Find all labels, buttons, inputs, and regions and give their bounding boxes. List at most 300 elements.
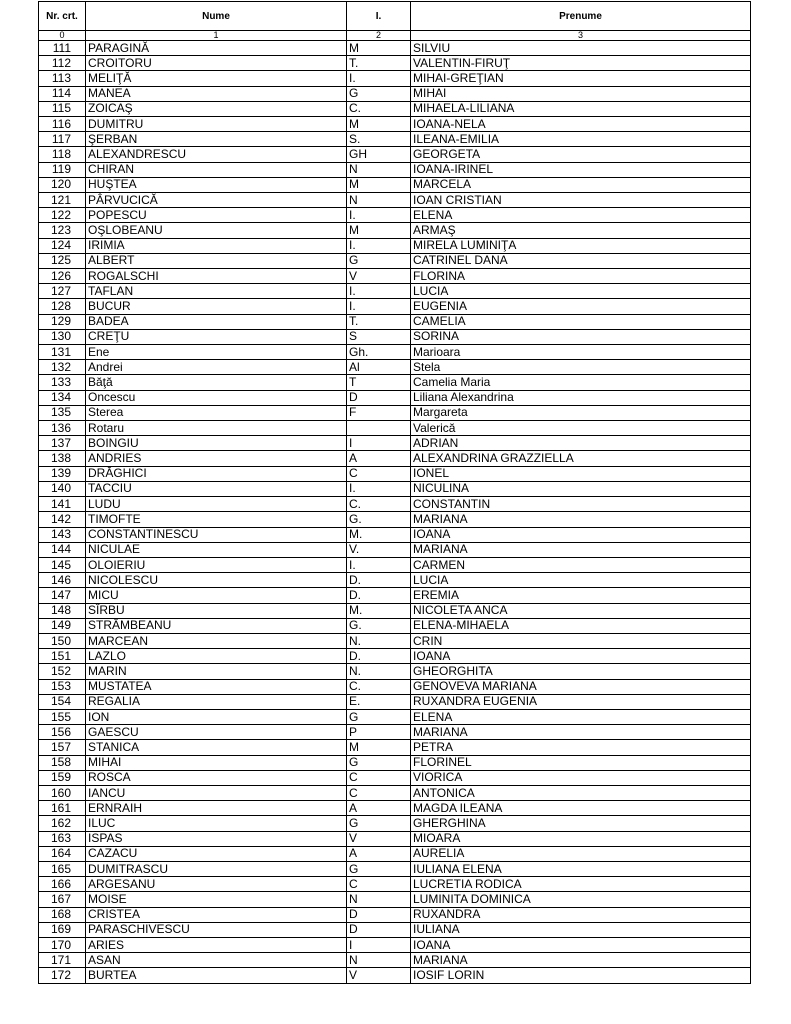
- table-row: [39, 846, 751, 861]
- initiala-cell: G: [347, 253, 411, 268]
- nume-cell: TIMOFTE: [86, 512, 347, 527]
- prenume-cell: ARMAŞ: [411, 223, 751, 238]
- prenume-cell: IOANA: [411, 527, 751, 542]
- nume-cell: PARASCHIVESCU: [86, 922, 347, 937]
- nume-cell: TACCIU: [86, 481, 347, 496]
- initiala-cell: D.: [347, 649, 411, 664]
- prenume-cell: FLORINA: [411, 269, 751, 284]
- nr-cell: 143: [39, 527, 86, 542]
- header-prenume: Prenume: [411, 2, 751, 31]
- nume-cell: MANEA: [86, 86, 347, 101]
- prenume-cell: ALEXANDRINA GRAZZIELLA: [411, 451, 751, 466]
- nr-cell: 115: [39, 101, 86, 116]
- nr-cell: 117: [39, 132, 86, 147]
- initiala-cell: N: [347, 193, 411, 208]
- nume-cell: MICU: [86, 588, 347, 603]
- nr-cell: 149: [39, 618, 86, 633]
- nume-cell: PARAGINĂ: [86, 41, 347, 56]
- header-nr-crt: Nr. crt.: [39, 2, 86, 31]
- nr-cell: 133: [39, 375, 86, 390]
- prenume-cell: ELENA: [411, 709, 751, 724]
- initiala-cell: D.: [347, 588, 411, 603]
- nr-cell: 166: [39, 877, 86, 892]
- nume-cell: ALBERT: [86, 253, 347, 268]
- table-row: [39, 451, 751, 466]
- prenume-cell: LUCRETIA RODICA: [411, 877, 751, 892]
- prenume-cell: EREMIA: [411, 588, 751, 603]
- prenume-cell: IOSIF LORIN: [411, 968, 751, 983]
- initiala-cell: I.: [347, 299, 411, 314]
- nr-cell: 125: [39, 253, 86, 268]
- table-row: [39, 937, 751, 952]
- initiala-cell: I: [347, 937, 411, 952]
- initiala-cell: A: [347, 801, 411, 816]
- nr-cell: 162: [39, 816, 86, 831]
- nume-cell: Rotaru: [86, 421, 347, 436]
- nume-cell: Sterea: [86, 405, 347, 420]
- initiala-cell: M: [347, 117, 411, 132]
- table-row: [39, 436, 751, 451]
- nume-cell: BADEA: [86, 314, 347, 329]
- nr-cell: 161: [39, 801, 86, 816]
- prenume-cell: GEORGETA: [411, 147, 751, 162]
- nume-cell: Băţă: [86, 375, 347, 390]
- nume-cell: MARCEAN: [86, 633, 347, 648]
- table-row: [39, 497, 751, 512]
- roster-table: [38, 1, 751, 984]
- nr-cell: 119: [39, 162, 86, 177]
- nume-cell: CAZACU: [86, 846, 347, 861]
- nume-cell: CRISTEA: [86, 907, 347, 922]
- initiala-cell: N.: [347, 633, 411, 648]
- initiala-cell: M: [347, 740, 411, 755]
- prenume-cell: MARIANA: [411, 953, 751, 968]
- table-row: [39, 709, 751, 724]
- prenume-cell: CONSTANTIN: [411, 497, 751, 512]
- nr-cell: 153: [39, 679, 86, 694]
- initiala-cell: G: [347, 861, 411, 876]
- nume-cell: MELIŢĂ: [86, 71, 347, 86]
- table-row: [39, 466, 751, 481]
- prenume-cell: ANTONICA: [411, 785, 751, 800]
- nume-cell: LAZLO: [86, 649, 347, 664]
- prenume-cell: IOANA-NELA: [411, 117, 751, 132]
- prenume-cell: EUGENIA: [411, 299, 751, 314]
- prenume-cell: MARIANA: [411, 512, 751, 527]
- nr-cell: 141: [39, 497, 86, 512]
- table-row: [39, 314, 751, 329]
- prenume-cell: MIHAI-GREŢIAN: [411, 71, 751, 86]
- nume-cell: ILUC: [86, 816, 347, 831]
- nr-cell: 159: [39, 770, 86, 785]
- table-row: [39, 147, 751, 162]
- prenume-cell: IULIANA ELENA: [411, 861, 751, 876]
- initiala-cell: I.: [347, 71, 411, 86]
- nume-cell: STRÂMBEANU: [86, 618, 347, 633]
- table-row: [39, 269, 751, 284]
- initiala-cell: I.: [347, 557, 411, 572]
- prenume-cell: Margareta: [411, 405, 751, 420]
- initiala-cell: I: [347, 436, 411, 451]
- table-row: [39, 892, 751, 907]
- initiala-cell: S: [347, 329, 411, 344]
- table-row: [39, 375, 751, 390]
- nume-cell: ERNRAIH: [86, 801, 347, 816]
- prenume-cell: VALENTIN-FIRUŢ: [411, 56, 751, 71]
- nr-cell: 160: [39, 785, 86, 800]
- nume-cell: BURTEA: [86, 968, 347, 983]
- header-row: [39, 2, 751, 31]
- prenume-cell: LUMINITA DOMINICA: [411, 892, 751, 907]
- nr-cell: 122: [39, 208, 86, 223]
- nume-cell: CHIRAN: [86, 162, 347, 177]
- initiala-cell: C.: [347, 101, 411, 116]
- initiala-cell: G: [347, 816, 411, 831]
- prenume-cell: IONEL: [411, 466, 751, 481]
- table-row: [39, 649, 751, 664]
- table-row: [39, 162, 751, 177]
- prenume-cell: RUXANDRA EUGENIA: [411, 694, 751, 709]
- nr-cell: 132: [39, 360, 86, 375]
- nr-cell: 170: [39, 937, 86, 952]
- nr-cell: 146: [39, 573, 86, 588]
- initiala-cell: N.: [347, 664, 411, 679]
- nr-cell: 171: [39, 953, 86, 968]
- prenume-cell: IOANA: [411, 937, 751, 952]
- prenume-cell: IOAN CRISTIAN: [411, 193, 751, 208]
- initiala-cell: M.: [347, 527, 411, 542]
- nume-cell: ION: [86, 709, 347, 724]
- prenume-cell: MARIANA: [411, 725, 751, 740]
- initiala-cell: V.: [347, 542, 411, 557]
- initiala-cell: D: [347, 390, 411, 405]
- nr-cell: 130: [39, 329, 86, 344]
- nume-cell: Ene: [86, 345, 347, 360]
- table-row: [39, 284, 751, 299]
- nume-cell: ARGESANU: [86, 877, 347, 892]
- table-row: [39, 633, 751, 648]
- initiala-cell: G.: [347, 618, 411, 633]
- nr-cell: 142: [39, 512, 86, 527]
- initiala-cell: M: [347, 223, 411, 238]
- nume-cell: MUSTATEA: [86, 679, 347, 694]
- initiala-cell: V: [347, 831, 411, 846]
- nr-cell: 167: [39, 892, 86, 907]
- table-row: [39, 618, 751, 633]
- nume-cell: SÎRBU: [86, 603, 347, 618]
- initiala-cell: G.: [347, 512, 411, 527]
- nr-cell: 168: [39, 907, 86, 922]
- nume-cell: NICULAE: [86, 542, 347, 557]
- table-body: [39, 41, 751, 984]
- prenume-cell: MARIANA: [411, 542, 751, 557]
- table-row: [39, 877, 751, 892]
- table-row: [39, 953, 751, 968]
- table-row: [39, 968, 751, 983]
- prenume-cell: LUCIA: [411, 284, 751, 299]
- nr-cell: 116: [39, 117, 86, 132]
- column-index-cell: 1: [86, 31, 347, 41]
- initiala-cell: V: [347, 968, 411, 983]
- table-row: [39, 694, 751, 709]
- nr-cell: 123: [39, 223, 86, 238]
- nr-cell: 128: [39, 299, 86, 314]
- initiala-cell: N: [347, 953, 411, 968]
- prenume-cell: GHEORGHITA: [411, 664, 751, 679]
- initiala-cell: E.: [347, 694, 411, 709]
- nr-cell: 129: [39, 314, 86, 329]
- nr-cell: 126: [39, 269, 86, 284]
- nume-cell: Oncescu: [86, 390, 347, 405]
- initiala-cell: M: [347, 41, 411, 56]
- table-row: [39, 208, 751, 223]
- initiala-cell: M.: [347, 603, 411, 618]
- initiala-cell: C: [347, 466, 411, 481]
- nume-cell: ASAN: [86, 953, 347, 968]
- initiala-cell: G: [347, 86, 411, 101]
- table-row: [39, 345, 751, 360]
- nr-cell: 156: [39, 725, 86, 740]
- table-row: [39, 481, 751, 496]
- table-row: [39, 542, 751, 557]
- initiala-cell: C: [347, 785, 411, 800]
- column-index-row: [39, 31, 751, 41]
- nr-cell: 158: [39, 755, 86, 770]
- initiala-cell: I.: [347, 481, 411, 496]
- initiala-cell: S.: [347, 132, 411, 147]
- nr-cell: 120: [39, 177, 86, 192]
- prenume-cell: NICOLETA ANCA: [411, 603, 751, 618]
- table-row: [39, 755, 751, 770]
- prenume-cell: MAGDA ILEANA: [411, 801, 751, 816]
- prenume-cell: GENOVEVA MARIANA: [411, 679, 751, 694]
- table-row: [39, 238, 751, 253]
- table-row: [39, 801, 751, 816]
- nume-cell: CROITORU: [86, 56, 347, 71]
- prenume-cell: GHERGHINA: [411, 816, 751, 831]
- nr-cell: 157: [39, 740, 86, 755]
- nr-cell: 172: [39, 968, 86, 983]
- initiala-cell: V: [347, 269, 411, 284]
- initiala-cell: D.: [347, 573, 411, 588]
- nr-cell: 135: [39, 405, 86, 420]
- initiala-cell: Al: [347, 360, 411, 375]
- nume-cell: TAFLAN: [86, 284, 347, 299]
- prenume-cell: SORINA: [411, 329, 751, 344]
- table-row: [39, 132, 751, 147]
- initiala-cell: GH: [347, 147, 411, 162]
- nume-cell: MIHAI: [86, 755, 347, 770]
- header-nume: Nume: [86, 2, 347, 31]
- nr-cell: 138: [39, 451, 86, 466]
- initiala-cell: G: [347, 755, 411, 770]
- nr-cell: 134: [39, 390, 86, 405]
- nume-cell: STANICA: [86, 740, 347, 755]
- nume-cell: HUŞTEA: [86, 177, 347, 192]
- prenume-cell: LUCIA: [411, 573, 751, 588]
- prenume-cell: NICULINA: [411, 481, 751, 496]
- nr-cell: 163: [39, 831, 86, 846]
- nume-cell: Andrei: [86, 360, 347, 375]
- column-index-cell: 2: [347, 31, 411, 41]
- nr-cell: 152: [39, 664, 86, 679]
- prenume-cell: ADRIAN: [411, 436, 751, 451]
- nr-cell: 112: [39, 56, 86, 71]
- table-row: [39, 907, 751, 922]
- nr-cell: 144: [39, 542, 86, 557]
- table-row: [39, 56, 751, 71]
- prenume-cell: IULIANA: [411, 922, 751, 937]
- prenume-cell: CARMEN: [411, 557, 751, 572]
- initiala-cell: A: [347, 846, 411, 861]
- prenume-cell: AURELIA: [411, 846, 751, 861]
- prenume-cell: MIOARA: [411, 831, 751, 846]
- nume-cell: OŞLOBEANU: [86, 223, 347, 238]
- table-row: [39, 86, 751, 101]
- initiala-cell: C.: [347, 679, 411, 694]
- prenume-cell: Stela: [411, 360, 751, 375]
- nr-cell: 121: [39, 193, 86, 208]
- initiala-cell: C: [347, 770, 411, 785]
- initiala-cell: C.: [347, 497, 411, 512]
- nr-cell: 148: [39, 603, 86, 618]
- nume-cell: LUDU: [86, 497, 347, 512]
- table-row: [39, 177, 751, 192]
- prenume-cell: ELENA: [411, 208, 751, 223]
- table-row: [39, 785, 751, 800]
- table-row: [39, 223, 751, 238]
- table-row: [39, 253, 751, 268]
- initiala-cell: G: [347, 709, 411, 724]
- initiala-cell: I.: [347, 208, 411, 223]
- table-row: [39, 588, 751, 603]
- nume-cell: ROSCA: [86, 770, 347, 785]
- prenume-cell: PETRA: [411, 740, 751, 755]
- nr-cell: 151: [39, 649, 86, 664]
- nr-cell: 154: [39, 694, 86, 709]
- prenume-cell: MIHAI: [411, 86, 751, 101]
- nr-cell: 145: [39, 557, 86, 572]
- initiala-cell: D: [347, 922, 411, 937]
- prenume-cell: MIRELA LUMINIŢA: [411, 238, 751, 253]
- nume-cell: MOISE: [86, 892, 347, 907]
- nume-cell: BOINGIU: [86, 436, 347, 451]
- initiala-cell: P: [347, 725, 411, 740]
- table-row: [39, 603, 751, 618]
- prenume-cell: CATRINEL DANA: [411, 253, 751, 268]
- initiala-cell: T.: [347, 56, 411, 71]
- nume-cell: ANDRIES: [86, 451, 347, 466]
- nume-cell: ZOICAŞ: [86, 101, 347, 116]
- table-row: [39, 831, 751, 846]
- table-row: [39, 193, 751, 208]
- table-row: [39, 390, 751, 405]
- nume-cell: POPESCU: [86, 208, 347, 223]
- nume-cell: ISPAS: [86, 831, 347, 846]
- prenume-cell: Marioara: [411, 345, 751, 360]
- nume-cell: ŞERBAN: [86, 132, 347, 147]
- initiala-cell: T.: [347, 314, 411, 329]
- table-row: [39, 816, 751, 831]
- nume-cell: IANCU: [86, 785, 347, 800]
- nr-cell: 131: [39, 345, 86, 360]
- initiala-cell: A: [347, 451, 411, 466]
- prenume-cell: ILEANA-EMILIA: [411, 132, 751, 147]
- nr-cell: 155: [39, 709, 86, 724]
- nume-cell: REGALIA: [86, 694, 347, 709]
- prenume-cell: SILVIU: [411, 41, 751, 56]
- initiala-cell: D: [347, 907, 411, 922]
- nume-cell: CREŢU: [86, 329, 347, 344]
- prenume-cell: CAMELIA: [411, 314, 751, 329]
- initiala-cell: I.: [347, 238, 411, 253]
- nr-cell: 165: [39, 861, 86, 876]
- prenume-cell: IOANA-IRINEL: [411, 162, 751, 177]
- table-row: [39, 405, 751, 420]
- nr-cell: 139: [39, 466, 86, 481]
- header-initiala: I.: [347, 2, 411, 31]
- initiala-cell: [347, 421, 411, 436]
- nume-cell: PÂRVUCICĂ: [86, 193, 347, 208]
- initiala-cell: T: [347, 375, 411, 390]
- table-row: [39, 664, 751, 679]
- nr-cell: 111: [39, 41, 86, 56]
- nr-cell: 137: [39, 436, 86, 451]
- nume-cell: OLOIERIU: [86, 557, 347, 572]
- initiala-cell: N: [347, 892, 411, 907]
- table-row: [39, 740, 751, 755]
- prenume-cell: IOANA: [411, 649, 751, 664]
- nr-cell: 124: [39, 238, 86, 253]
- nr-cell: 136: [39, 421, 86, 436]
- prenume-cell: FLORINEL: [411, 755, 751, 770]
- nume-cell: MARIN: [86, 664, 347, 679]
- table-row: [39, 725, 751, 740]
- nume-cell: NICOLESCU: [86, 573, 347, 588]
- prenume-cell: MARCELA: [411, 177, 751, 192]
- nume-cell: CONSTANTINESCU: [86, 527, 347, 542]
- nume-cell: ALEXANDRESCU: [86, 147, 347, 162]
- nr-cell: 113: [39, 71, 86, 86]
- table-row: [39, 101, 751, 116]
- column-index-cell: 3: [411, 31, 751, 41]
- nr-cell: 164: [39, 846, 86, 861]
- table-row: [39, 41, 751, 56]
- nr-cell: 140: [39, 481, 86, 496]
- nr-cell: 150: [39, 633, 86, 648]
- table-row: [39, 527, 751, 542]
- prenume-cell: RUXANDRA: [411, 907, 751, 922]
- initiala-cell: M: [347, 177, 411, 192]
- table-row: [39, 861, 751, 876]
- table-row: [39, 557, 751, 572]
- nume-cell: ROGALSCHI: [86, 269, 347, 284]
- initiala-cell: F: [347, 405, 411, 420]
- table-row: [39, 421, 751, 436]
- nume-cell: ARIES: [86, 937, 347, 952]
- initiala-cell: I.: [347, 284, 411, 299]
- column-index-cell: 0: [39, 31, 86, 41]
- initiala-cell: N: [347, 162, 411, 177]
- table-row: [39, 512, 751, 527]
- nume-cell: DUMITRASCU: [86, 861, 347, 876]
- nume-cell: DRĂGHICI: [86, 466, 347, 481]
- prenume-cell: MIHAELA-LILIANA: [411, 101, 751, 116]
- prenume-cell: CRIN: [411, 633, 751, 648]
- prenume-cell: Liliana Alexandrina: [411, 390, 751, 405]
- table-row: [39, 360, 751, 375]
- table-row: [39, 770, 751, 785]
